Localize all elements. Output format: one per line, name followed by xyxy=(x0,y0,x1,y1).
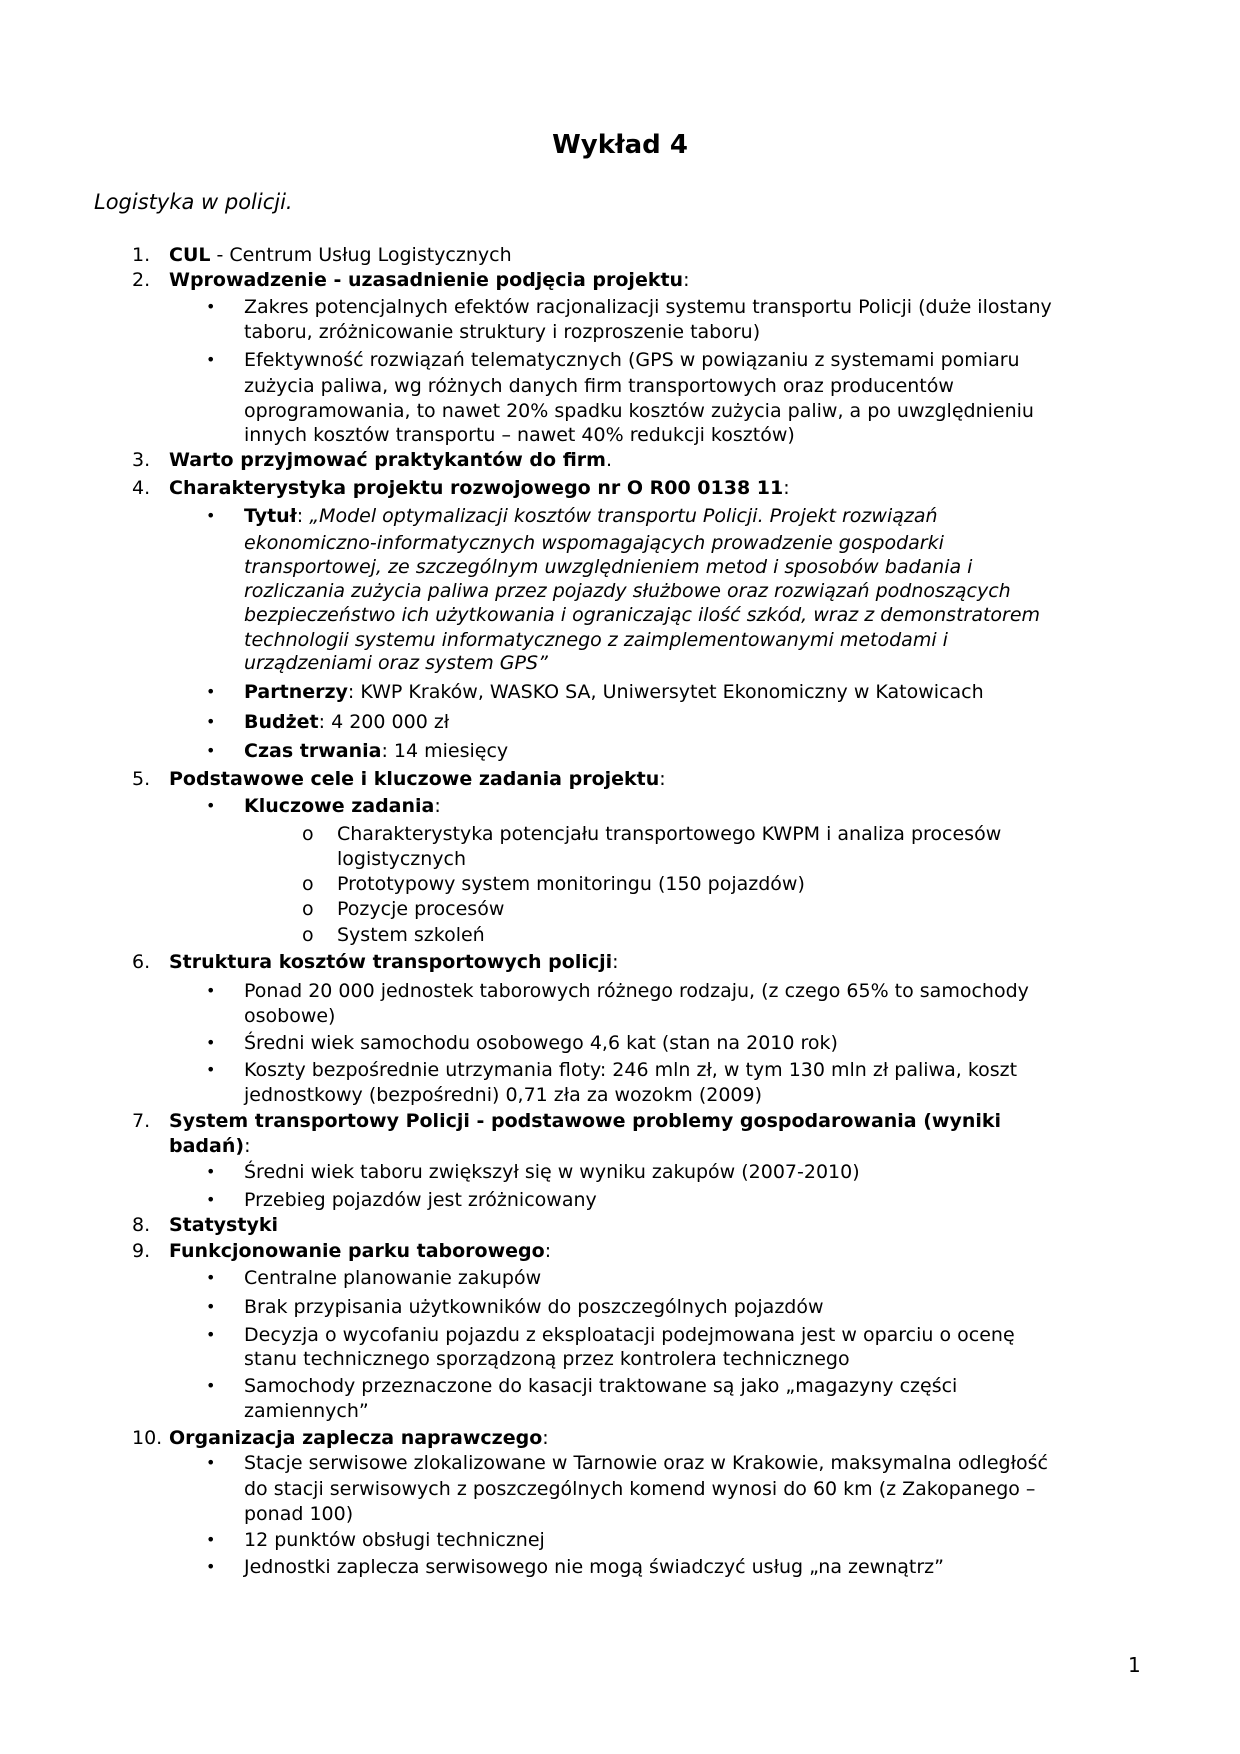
list-item-line xyxy=(169,243,512,267)
item-text: : 4 200 000 zł xyxy=(318,711,450,733)
item-text: logistycznych xyxy=(337,848,467,870)
item-text: Przebieg pojazdów jest zróżnicowany xyxy=(244,1189,597,1211)
bullet-icon: • xyxy=(206,682,216,701)
item-text: ponad 100) xyxy=(244,1503,354,1525)
item-text: - Centrum Usług Logistycznych xyxy=(210,244,512,266)
bullet-icon: • xyxy=(206,712,216,731)
list-item-line xyxy=(244,680,984,704)
list-item-line xyxy=(337,872,805,896)
list-item-line xyxy=(169,1426,549,1450)
bullet-icon: • xyxy=(206,1453,216,1472)
item-heading: Tytuł xyxy=(244,505,297,527)
item-text: Średni wiek samochodu osobowego 4,6 kat (stan na 2010 rok) xyxy=(244,1032,838,1054)
item-text: : xyxy=(434,795,441,817)
bullet-icon: • xyxy=(206,741,216,760)
bullet-icon: • xyxy=(206,1297,216,1316)
list-item-line xyxy=(244,628,948,652)
list-item-line xyxy=(169,476,790,500)
item-text: Samochody przeznaczone do kasacji traktowane są jako „magazyny części xyxy=(244,1375,958,1397)
list-number: 2. xyxy=(132,269,151,291)
bullet-icon: • xyxy=(206,981,216,1000)
list-item-line xyxy=(244,1031,838,1055)
list-item-line xyxy=(337,897,504,921)
item-text: taboru, zróżnicowanie struktury i rozproszenie taboru) xyxy=(244,321,761,343)
subtitle: Logistyka w policji. xyxy=(94,190,293,214)
list-item-line xyxy=(169,1109,1001,1133)
bullet-icon: • xyxy=(206,1530,216,1549)
item-text: innych kosztów transportu – nawet 40% redukcji kosztów) xyxy=(244,424,795,446)
bullet-icon: • xyxy=(206,1162,216,1181)
bullet-icon: • xyxy=(206,1325,216,1344)
list-item-line xyxy=(337,847,466,871)
list-item-line xyxy=(244,348,1020,372)
sub-bullet-icon: o xyxy=(302,873,314,895)
bullet-icon: • xyxy=(206,1268,216,1287)
item-heading: Funkcjonowanie parku taborowego xyxy=(169,1240,545,1262)
list-number: 7. xyxy=(132,1110,151,1132)
item-text: „Model optymalizacji kosztów transportu Policji. Projekt rozwiązań xyxy=(309,505,938,527)
bullet-icon: • xyxy=(206,1190,216,1209)
item-text: urządzeniami oraz system GPS” xyxy=(244,652,548,674)
list-number: 4. xyxy=(132,477,151,499)
sub-bullet-icon: o xyxy=(302,898,314,920)
item-text: Decyzja o wycofaniu pojazdu z eksploatacji podejmowana jest w oparciu o ocenę xyxy=(244,1324,1015,1346)
item-heading: System transportowy Policji - podstawowe problemy gospodarowania (wyniki xyxy=(169,1110,1002,1132)
sub-bullet-icon: o xyxy=(302,924,314,946)
item-text: : xyxy=(544,1240,552,1262)
list-item-line xyxy=(244,555,972,579)
item-heading: Partnerzy xyxy=(244,681,348,703)
list-item-line xyxy=(244,1188,597,1212)
item-text: . xyxy=(605,449,613,471)
item-text: Charakterystyka potencjału transportowego KWPM i analiza procesów xyxy=(337,823,1002,845)
item-text: Jednostki zaplecza serwisowego nie mogą świadczyć usług „na zewnątrz” xyxy=(244,1556,944,1578)
page-number: 1 xyxy=(1128,1653,1141,1677)
list-item-line xyxy=(337,822,1001,846)
bullet-icon: • xyxy=(206,506,216,525)
item-heading: Warto przyjmować praktykantów do firm xyxy=(169,449,606,471)
item-text: ekonomiczno-informatycznych wspomagających prowadzenie gospodarki xyxy=(244,532,944,554)
item-text: : xyxy=(783,477,790,499)
bullet-icon: • xyxy=(206,1033,216,1052)
list-item-line xyxy=(169,268,689,292)
item-heading: CUL xyxy=(169,244,211,266)
item-text: : xyxy=(542,1427,549,1449)
list-number: 5. xyxy=(132,768,151,790)
item-text: rozliczania zużycia paliwa przez pojazdy służbowe oraz rozwiązań podnoszących xyxy=(244,580,1011,602)
item-text: : xyxy=(612,951,619,973)
list-item-line xyxy=(244,1399,369,1423)
bullet-icon: • xyxy=(206,1557,216,1576)
item-text: : xyxy=(244,1135,251,1157)
list-item-line xyxy=(244,710,449,734)
item-text: : xyxy=(659,768,666,790)
list-number: 10. xyxy=(132,1427,163,1449)
list-number: 6. xyxy=(132,951,151,973)
list-item-line xyxy=(244,1555,944,1579)
list-item-line xyxy=(244,1477,1035,1501)
item-text: : 14 miesięcy xyxy=(381,740,509,762)
list-item-line xyxy=(337,923,485,947)
item-heading: Wprowadzenie - uzasadnienie podjęcia projektu xyxy=(169,269,684,291)
item-heading: Budżet xyxy=(244,711,319,733)
list-item-line xyxy=(169,1239,551,1263)
item-text: osobowe) xyxy=(244,1005,336,1027)
list-number: 3. xyxy=(132,449,151,471)
list-item-line xyxy=(244,423,795,447)
item-text: do stacji serwisowych z poszczególnych komend wynosi do 60 km (z Zakopanego – xyxy=(244,1478,1036,1500)
item-text: Brak przypisania użytkowników do poszczególnych pojazdów xyxy=(244,1296,824,1318)
sub-bullet-icon: o xyxy=(302,823,314,845)
list-number: 9. xyxy=(132,1240,151,1262)
list-item-line xyxy=(169,1213,278,1237)
list-item-line xyxy=(169,448,612,472)
item-heading: Charakterystyka projektu rozwojowego nr O R00 0138 11 xyxy=(169,477,784,499)
item-text: 12 punktów obsługi technicznej xyxy=(244,1529,545,1551)
item-heading: Struktura kosztów transportowych policji xyxy=(169,951,613,973)
item-heading: Czas trwania xyxy=(244,740,382,762)
list-item-line xyxy=(244,1502,353,1526)
item-text: Stacje serwisowe zlokalizowane w Tarnowie oraz w Krakowie, maksymalna odległość xyxy=(244,1452,1048,1474)
item-text: Pozycje procesów xyxy=(337,898,505,920)
item-text: Zakres potencjalnych efektów racjonalizacji systemu transportu Policji (duże ilostany xyxy=(244,296,1052,318)
list-item-line xyxy=(244,603,1040,627)
list-item-line xyxy=(244,1083,762,1107)
bullet-icon: • xyxy=(206,297,216,316)
list-item-line xyxy=(244,320,760,344)
list-number: 8. xyxy=(132,1214,151,1236)
item-heading: Statystyki xyxy=(169,1214,278,1236)
list-item-line xyxy=(244,1266,541,1290)
bullet-icon: • xyxy=(206,1376,216,1395)
list-item-line xyxy=(244,739,508,763)
list-number: 1. xyxy=(132,244,151,266)
bullet-icon: • xyxy=(206,350,216,369)
list-item-line xyxy=(244,1058,1017,1082)
item-text: Ponad 20 000 jednostek taborowych różnego rodzaju, (z czego 65% to samochody xyxy=(244,980,1029,1002)
list-item-line xyxy=(244,579,1011,603)
list-item-line xyxy=(244,531,944,555)
item-text: stanu technicznego sporządzoną przez kontrolera technicznego xyxy=(244,1348,850,1370)
list-item-line xyxy=(244,504,938,528)
item-text: : xyxy=(296,505,310,527)
list-item-line xyxy=(244,1004,335,1028)
list-item-line xyxy=(244,1160,860,1184)
item-text: zużycia paliwa, wg różnych danych firm transportowych oraz producentów xyxy=(244,375,954,397)
item-text: Prototypowy system monitoringu (150 pojazdów) xyxy=(337,873,805,895)
item-text: : xyxy=(683,269,690,291)
item-text: Efektywność rozwiązań telematycznych (GPS w powiązaniu z systemami pomiaru xyxy=(244,349,1020,371)
list-item-line xyxy=(244,1323,1015,1347)
page-title: Wykład 4 xyxy=(552,130,688,160)
item-heading: Organizacja zaplecza naprawczego xyxy=(169,1427,543,1449)
item-text: Średni wiek taboru zwiększył się w wyniku zakupów (2007-2010) xyxy=(244,1161,860,1183)
list-item-line xyxy=(244,1528,545,1552)
list-item-line xyxy=(169,767,666,791)
item-heading: Kluczowe zadania xyxy=(244,795,435,817)
list-item-line xyxy=(244,1451,1048,1475)
list-item-line xyxy=(244,374,954,398)
item-heading: badań) xyxy=(169,1135,245,1157)
list-item-line xyxy=(244,295,1052,319)
item-text: oprogramowania, to nawet 20% spadku kosztów zużycia paliw, a po uwzględnieniu xyxy=(244,400,1034,422)
item-text: : KWP Kraków, WASKO SA, Uniwersytet Ekonomiczny w Katowicach xyxy=(347,681,984,703)
list-item-line xyxy=(244,1295,824,1319)
bullet-icon: • xyxy=(206,1060,216,1079)
item-text: System szkoleń xyxy=(337,924,485,946)
bullet-icon: • xyxy=(206,796,216,815)
list-item-line xyxy=(244,399,1034,423)
item-heading: Podstawowe cele i kluczowe zadania projektu xyxy=(169,768,660,790)
list-item-line xyxy=(244,794,441,818)
item-text: technologii systemu informatycznego z zaimplementowanymi metodami i xyxy=(244,629,948,651)
item-text: zamiennych” xyxy=(244,1400,369,1422)
item-text: Centralne planowanie zakupów xyxy=(244,1267,542,1289)
item-text: jednostkowy (bezpośredni) 0,71 zła za wozokm (2009) xyxy=(244,1084,763,1106)
item-text: transportowej, ze szczególnym uwzględnieniem metod i sposobów badania i xyxy=(244,556,973,578)
item-text: bezpieczeństwo ich użytkowania i ograniczając ilość szkód, wraz z demonstratorem xyxy=(244,604,1041,626)
list-item-line xyxy=(244,1374,957,1398)
list-item-line xyxy=(169,1134,250,1158)
item-text: Koszty bezpośrednie utrzymania floty: 246 mln zł, w tym 130 mln zł paliwa, koszt xyxy=(244,1059,1018,1081)
list-item-line xyxy=(244,979,1029,1003)
list-item-line xyxy=(244,651,548,675)
list-item-line xyxy=(244,1347,850,1371)
list-item-line xyxy=(169,950,619,974)
